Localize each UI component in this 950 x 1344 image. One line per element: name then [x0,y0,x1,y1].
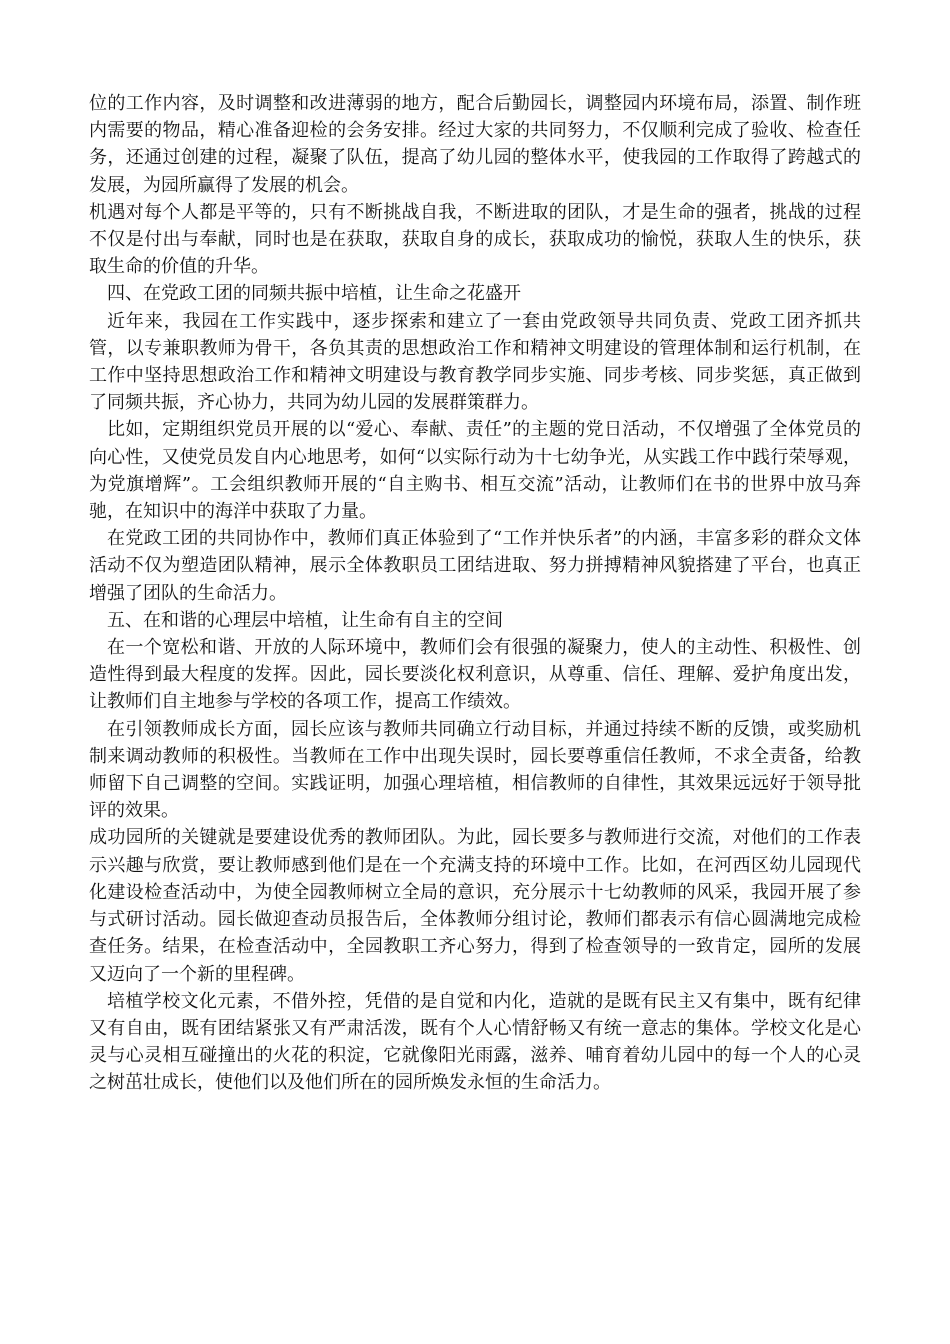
paragraph-3: 近年来，我园在工作实践中，逐步探索和建立了一套由党政领导共同负责、党政工团齐抓共管，以专兼职教师为骨干，各负其责的思想政治工作和精神文明建设的管理体制和运行机制，在工作中坚持思想政治工作和精神文明建设与教育教学同步实施、同步考核、同步奖惩，真正做到了同频共振，齐心协力，共同为幼儿园的发展群策群力。 [89,310,861,414]
paragraph-1: 位的工作内容，及时调整和改进薄弱的地方，配合后勤园长，调整园内环境布局，添置、制作班内需要的物品，精心准备迎检的会务安排。经过大家的共同努力，不仅顺利完成了验收、检查任务，还通过创建的过程，凝聚了队伍，提高了幼儿园的整体水平，使我园的工作取得了跨越式的发展，为园所赢得了发展的机会。 [89,93,861,196]
paragraph-6: 在一个宽松和谐、开放的人际环境中，教师们会有很强的凝聚力，使人的主动性、积极性、创造性得到最大程度的发挥。因此，园长要淡化权利意识，从尊重、信任、理解、爱护角度出发，让教师们自主地参与学校的各项工作，提高工作绩效。 [89,637,861,713]
paragraph-8: 成功园所的关键就是要建设优秀的教师团队。为此，园长要多与教师进行交流，对他们的工作表示兴趣与欣赏，要让教师感到他们是在一个充满支持的环境中工作。比如，在河西区幼儿园现代化建设检查活动中，为使全园教师树立全局的意识，充分展示十七幼教师的风采，我园开展了参与式研讨活动。园长做迎查动员报告后，全体教师分组讨论，教师们都表示有信心圆满地完成检查任务。结果，在检查活动中，全园教职工齐心努力，得到了检查领导的一致肯定，园所的发展又迈向了一个新的里程碑。 [89,827,861,985]
section-heading-4: 四、在党政工团的同频共振中培植，让生命之花盛开 [107,283,521,305]
paragraph-7: 在引领教师成长方面，园长应该与教师共同确立行动目标，并通过持续不断的反馈，或奖励机制来调动教师的积极性。当教师在工作中出现失误时，园长要尊重信任教师，不求全责备，给教师留下自己调整的空间。实践证明，加强心理培植，相信教师的自律性，其效果远远好于领导批评的效果。 [89,718,861,822]
paragraph-9: 培植学校文化元素，不借外控，凭借的是自觉和内化，造就的是既有民主又有集中，既有纪律又有自由，既有团结紧张又有严肃活泼，既有个人心情舒畅又有统一意志的集体。学校文化是心灵与心灵相互碰撞出的火花的积淀，它就像阳光雨露，滋养、哺育着幼儿园中的每一个人的心灵之树茁壮成长，使他们以及他们所在的园所焕发永恒的生命活力。 [89,990,861,1094]
paragraph-4: 比如，定期组织党员开展的以“爱心、奉献、责任”的主题的党日活动，不仅增强了全体党员的向心性，又使党员发自内心地思考，如何“以实际行动为十七幼争光，从实践工作中践行荣辱观，为党旗增辉”。工会组织教师开展的“自主购书、相互交流”活动，让教师们在书的世界中放马奔驰，在知识中的海洋中获取了力量。 [89,419,861,523]
document-body [89,90,861,1097]
paragraph-2: 机遇对每个人都是平等的，只有不断挑战自我，不断进取的团队，才是生命的强者，挑战的过程不仅是付出与奉献，同时也是在获取，获取自身的成长，获取成功的愉悦，获取人生的快乐，获取生命的价值的升华。 [89,201,861,278]
section-heading-5: 五、在和谐的心理层中培植，让生命有自主的空间 [107,609,503,631]
paragraph-5: 在党政工团的共同协作中，教师们真正体验到了“工作并快乐者”的内涵，丰富多彩的群众文体活动不仅为塑造团队精神，展示全体教职员工团结进取、努力拼搏精神风貌搭建了平台，也真正增强了团队的生命活力。 [89,528,861,604]
